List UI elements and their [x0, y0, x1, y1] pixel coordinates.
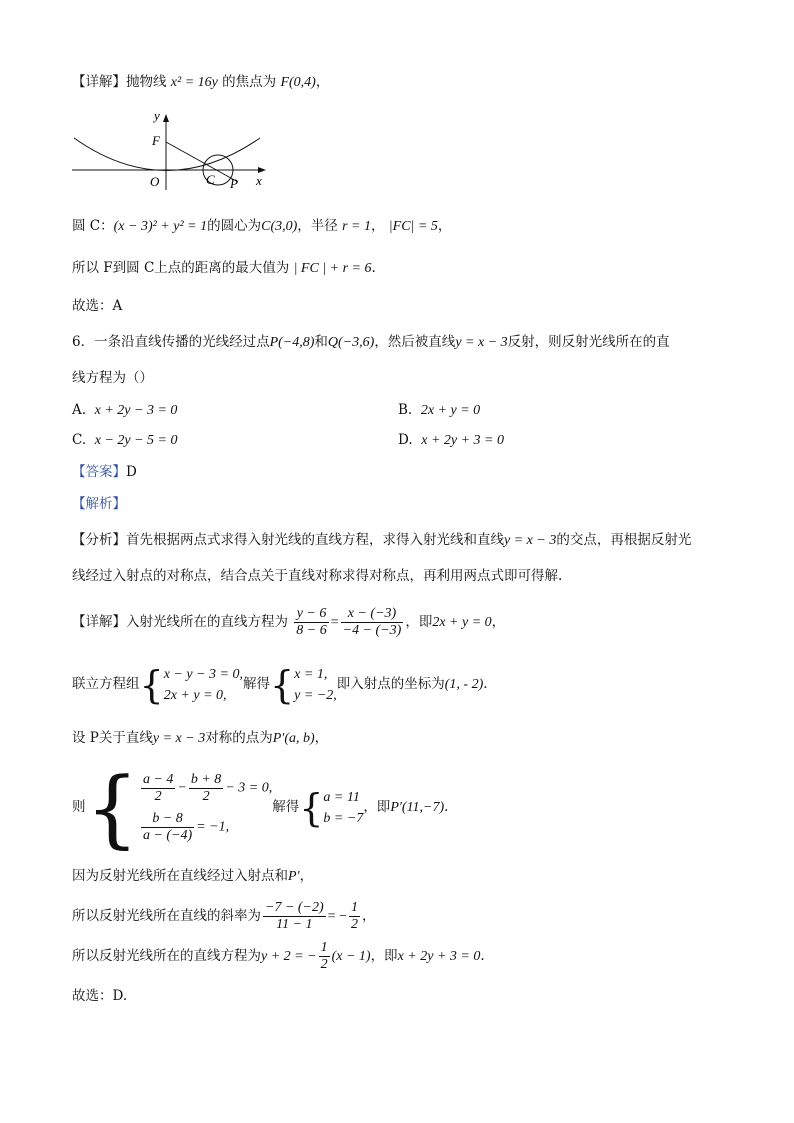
detail1-result-pre: ，即	[405, 614, 433, 630]
system2-minus: −	[177, 780, 187, 796]
system2-rest1: − 3 = 0,	[225, 780, 273, 796]
system2-brace: {	[85, 758, 139, 857]
option-a-label: A.	[72, 402, 87, 418]
final-line	[72, 936, 485, 977]
radius-value: r = 1	[342, 219, 371, 234]
detail1-tail: ，	[491, 614, 506, 630]
system2-eq2	[139, 811, 272, 844]
setp-point: P′(a, b)	[272, 731, 315, 746]
system1-sol2: y = −2,	[294, 687, 337, 703]
incidence-point: (1, - 2)	[444, 677, 484, 692]
circle-line: 圆 C：(x − 3)² + y² = 1的圆心为C(3,0)，半径 r = 1， |FC| = 5，	[72, 218, 452, 234]
final-text: 所以反射光线所在的直线方程为	[72, 948, 261, 964]
option-a-text: x + 2y − 3 = 0	[94, 403, 178, 418]
intro-tail: ，	[315, 74, 330, 90]
circle-equation: (x − 3)² + y² = 1	[113, 219, 208, 234]
slope-line	[72, 896, 375, 937]
setp-tail: ，	[314, 730, 329, 746]
point-p: P(−4,8)	[269, 335, 315, 350]
parabola-equation: x² = 16y	[170, 75, 218, 90]
system1-line	[72, 662, 488, 707]
fraction-2	[341, 606, 404, 639]
detail1-line	[72, 604, 505, 641]
system2-sol2: b = −7	[323, 810, 364, 826]
final-num: 1	[320, 940, 328, 955]
question-6-line1	[72, 332, 670, 353]
because-point: P′	[288, 869, 300, 884]
detail1-result: 2x + y = 0	[432, 615, 492, 630]
system2-sol-brace: {	[299, 785, 324, 830]
because-text: 因为反射光线所在直线经过入射点和	[72, 868, 288, 884]
frac-c-den: a − (−4)	[142, 827, 193, 843]
mirror-line: y = x − 3	[455, 335, 508, 350]
system2-prefix: 则	[72, 799, 86, 815]
fc-distance: |FC| = 5	[388, 219, 438, 234]
system2-result-pre: ，即	[363, 799, 391, 815]
fenxi-line1	[72, 530, 691, 551]
final-lhs: y + 2 = −	[261, 949, 317, 964]
q6-and: 和	[314, 334, 328, 350]
system1-eq1: x − y − 3 = 0,	[163, 666, 243, 682]
radius-text: ，半径	[297, 218, 338, 234]
setp-text1: 设 P关于直线	[72, 730, 153, 746]
circle-center: C(3,0)	[261, 219, 298, 234]
slope-half-den: 2	[350, 917, 358, 932]
system2-tail: .	[444, 799, 449, 815]
option-d-label: D.	[398, 432, 413, 448]
option-b-label: B.	[398, 402, 413, 418]
slope-eq: = −	[327, 909, 347, 924]
system2-eq1	[139, 772, 272, 805]
slope-num: −7 − (−2)	[265, 900, 324, 915]
fenxi-text2: 的交点，再根据反射光	[556, 532, 692, 548]
final-tail: .	[480, 948, 485, 964]
fraction-2-num: x − (−3)	[341, 606, 404, 623]
fraction-1	[294, 606, 328, 639]
option-b	[398, 400, 480, 421]
option-c	[72, 430, 178, 451]
choice-a-line: 故选：A	[72, 298, 123, 314]
system2-rest2: = −1,	[196, 819, 230, 835]
answer-tag: 【答案】	[72, 464, 126, 480]
frac-c	[141, 811, 194, 844]
line-fp	[166, 142, 238, 182]
system1-tail: .	[483, 676, 488, 692]
option-b-text: 2x + y = 0	[420, 403, 481, 418]
system2-equations	[139, 772, 272, 844]
setp-line: y = x − 3	[152, 731, 206, 746]
frac-b	[189, 772, 223, 805]
intro-text1: 抛物线	[126, 74, 167, 90]
slope-tail: ，	[361, 908, 376, 924]
system2-solutions	[323, 787, 363, 829]
system1-solutions	[294, 664, 337, 706]
system1-prefix: 联立方程组	[72, 676, 140, 692]
system2-line	[72, 758, 449, 857]
slope-fraction	[263, 900, 326, 933]
slope-half	[349, 900, 360, 933]
fraction-1-num: y − 6	[294, 606, 328, 623]
slope-half-num: 1	[350, 900, 358, 915]
intro-text2: 的焦点为	[222, 74, 277, 90]
system1-equations	[164, 664, 243, 706]
analysis-tag: 【解析】	[72, 496, 126, 512]
point-q: Q(−3,6)	[327, 335, 375, 350]
because-line	[72, 866, 313, 887]
max-prefix: 所以 F到圆 C上点的距离的最大值为	[72, 260, 290, 276]
max-tail: .	[371, 260, 376, 276]
system1-sol-brace: {	[269, 662, 295, 707]
frac-a-num: a − 4	[142, 771, 174, 787]
because-tail: ，	[299, 868, 314, 884]
label-y: y	[154, 108, 160, 123]
q6-text-b: ，然后被直线	[374, 334, 456, 350]
label-o: O	[150, 174, 160, 189]
circle-prefix: 圆 C：	[72, 218, 114, 234]
question-6-line2: 线方程为（）	[72, 370, 153, 386]
frac-b-den: 2	[202, 788, 210, 804]
frac-b-num: b + 8	[190, 771, 222, 787]
system2-solve: 解得	[272, 799, 300, 815]
fraction-1-den: 8 − 6	[296, 623, 327, 638]
frac-a-den: 2	[154, 788, 162, 804]
focus-point: F(0,4)	[280, 75, 316, 90]
final-fraction	[319, 940, 330, 973]
system2-result: P′(11,−7)	[390, 800, 445, 815]
option-a	[72, 400, 177, 421]
q6-text-a: 6．一条沿直线传播的光线经过点	[72, 334, 270, 350]
label-x: x	[256, 173, 262, 188]
option-d	[398, 430, 504, 451]
system1-solve: 解得	[242, 676, 270, 692]
fraction-2-den: −4 − (−3)	[342, 623, 402, 638]
fenxi-tag: 【分析】	[72, 532, 126, 548]
final-den: 2	[320, 957, 328, 972]
label-c: C	[206, 172, 215, 187]
y-axis-arrow	[163, 114, 169, 122]
fenxi-line2: 线经过入射点的对称点，结合点关于直线对称求得对称点，再利用两点式即可得解.	[72, 568, 563, 584]
detail1-text: 入射光线所在的直线方程为	[126, 614, 288, 630]
fenxi-text1: 首先根据两点式求得入射光线的直线方程，求得入射光线和直线	[126, 532, 504, 548]
parabola-figure	[70, 108, 280, 192]
system2-sol1: a = 11	[323, 789, 360, 805]
slope-den: 11 − 1	[276, 917, 313, 932]
intro-tag: 【详解】	[72, 74, 126, 90]
detail1-tag: 【详解】	[72, 614, 126, 630]
option-c-label: C.	[72, 432, 87, 448]
system1-sol1: x = 1,	[294, 666, 328, 682]
setp-text2: 对称的点为	[205, 730, 273, 746]
system1-brace: {	[139, 662, 164, 707]
q6-text-c: 反射，则反射光线所在的直	[507, 334, 670, 350]
max-distance-line	[72, 258, 376, 279]
answer-value: D	[126, 464, 137, 480]
answer-line	[72, 462, 137, 482]
detail1-eq: =	[330, 615, 339, 630]
final-rhs: (x − 1)	[331, 949, 371, 964]
slope-text: 所以反射光线所在直线的斜率为	[72, 908, 261, 924]
system1-text: 即入射点的坐标为	[336, 676, 445, 692]
system1-eq2: 2x + y = 0,	[163, 687, 227, 703]
final-result-pre: ，即	[370, 948, 398, 964]
fenxi-line-eq: y = x − 3	[504, 533, 557, 548]
symmetric-point-line	[72, 728, 328, 749]
circle-tail: ，	[437, 218, 452, 234]
intro-line	[72, 72, 329, 93]
option-d-text: x + 2y + 3 = 0	[421, 433, 505, 448]
label-f: F	[152, 133, 160, 148]
label-p: P	[230, 176, 238, 191]
frac-a	[141, 772, 175, 805]
frac-c-num: b − 8	[141, 811, 194, 828]
final-result: x + 2y + 3 = 0	[397, 949, 481, 964]
choice-d-line: 故选：D.	[72, 988, 128, 1004]
circle-mid: 的圆心为	[207, 218, 262, 234]
max-expression: | FC | + r = 6	[293, 261, 372, 276]
option-c-text: x − 2y − 5 = 0	[94, 433, 178, 448]
